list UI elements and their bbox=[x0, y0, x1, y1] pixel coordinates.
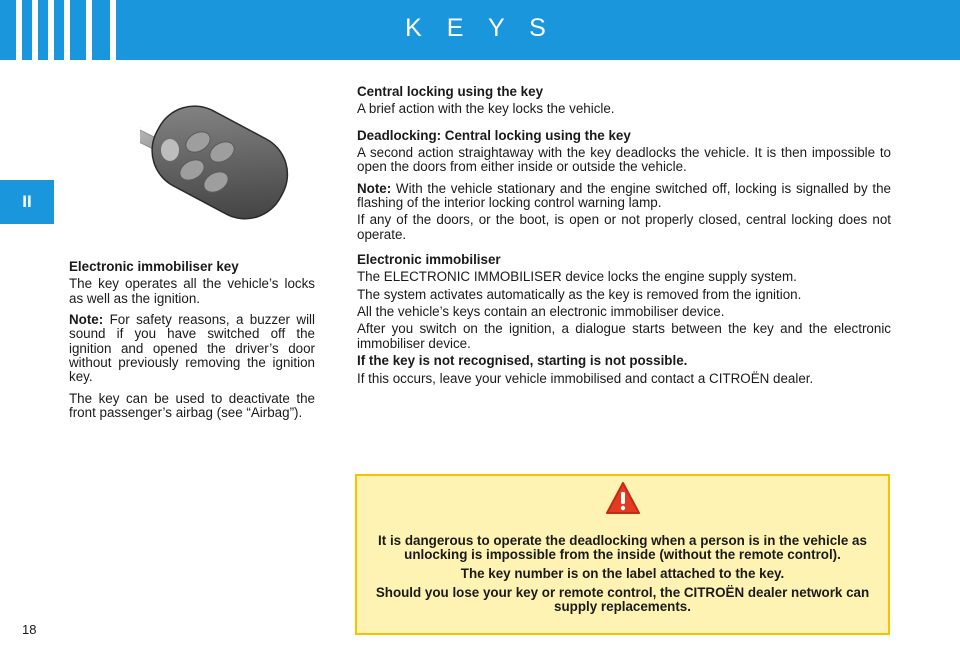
paragraph: After you switch on the ignition, a dialogue starts between the key and the electronic immobiliser device. bbox=[357, 321, 891, 351]
remote-key-fob-icon bbox=[140, 90, 300, 250]
section-heading: If the key is not recognised, starting is not possible. bbox=[357, 353, 688, 369]
warning-box bbox=[355, 474, 890, 635]
page-number: 18 bbox=[22, 622, 37, 637]
warning-line: The key number is on the label attached to the key. bbox=[460, 566, 785, 582]
paragraph: The ELECTRONIC IMMOBILISER device locks the engine supply system. bbox=[357, 269, 797, 285]
warning-triangle-icon bbox=[605, 481, 641, 515]
left-column bbox=[69, 260, 315, 427]
paragraph: If this occurs, leave your vehicle immobilised and contact a CITROËN dealer. bbox=[357, 370, 814, 386]
section-heading: Electronic immobiliser key bbox=[69, 259, 239, 274]
page-header bbox=[0, 0, 960, 60]
paragraph: The key operates all the vehicle’s locks as well as the ignition. bbox=[69, 276, 315, 306]
paragraph: A brief action with the key locks the vehicle. bbox=[357, 101, 615, 117]
paragraph: A second action straightaway with the key deadlocks the vehicle. It is then impossible to open the doors from either inside or outside the vehicle. bbox=[357, 145, 891, 175]
section-heading: Electronic immobiliser bbox=[357, 252, 501, 268]
note-text: For safety reasons, a buzzer will sound if you have switched off the ignition and opened the driver’s door without previously removing the ignition key. bbox=[69, 312, 315, 385]
note-text: With the vehicle stationary and the engine switched off, locking is signalled by the flashing of the interior locking control warning lamp. bbox=[357, 180, 891, 211]
warning-line: It is dangerous to operate the deadlocking when a person is in the vehicle as unlocking is impossible from the inside (without the remote control). bbox=[378, 533, 867, 563]
paragraph: If any of the doors, or the boot, is open or not properly closed, central locking does not operate. bbox=[357, 212, 891, 242]
note-label: Note: bbox=[69, 312, 104, 328]
note-label: Note: bbox=[357, 180, 392, 196]
paragraph: All the vehicle’s keys contain an electronic immobiliser device. bbox=[357, 304, 725, 320]
warning-line: Should you lose your key or remote control, the CITROËN dealer network can supply replacements. bbox=[375, 585, 870, 615]
paragraph: The system activates automatically as the key is removed from the ignition. bbox=[357, 286, 802, 302]
warning-text bbox=[367, 534, 878, 619]
paragraph: The key can be used to deactivate the front passenger’s airbag (see “Airbag”). bbox=[69, 390, 315, 421]
chapter-tab: II bbox=[0, 180, 54, 224]
page-title: K E Y S bbox=[405, 14, 555, 42]
note-paragraph bbox=[357, 182, 891, 211]
section-heading: Central locking using the key bbox=[357, 84, 544, 99]
note-paragraph bbox=[69, 313, 315, 385]
right-column bbox=[357, 85, 891, 393]
section-heading: Deadlocking: Central locking using the key bbox=[357, 127, 631, 143]
